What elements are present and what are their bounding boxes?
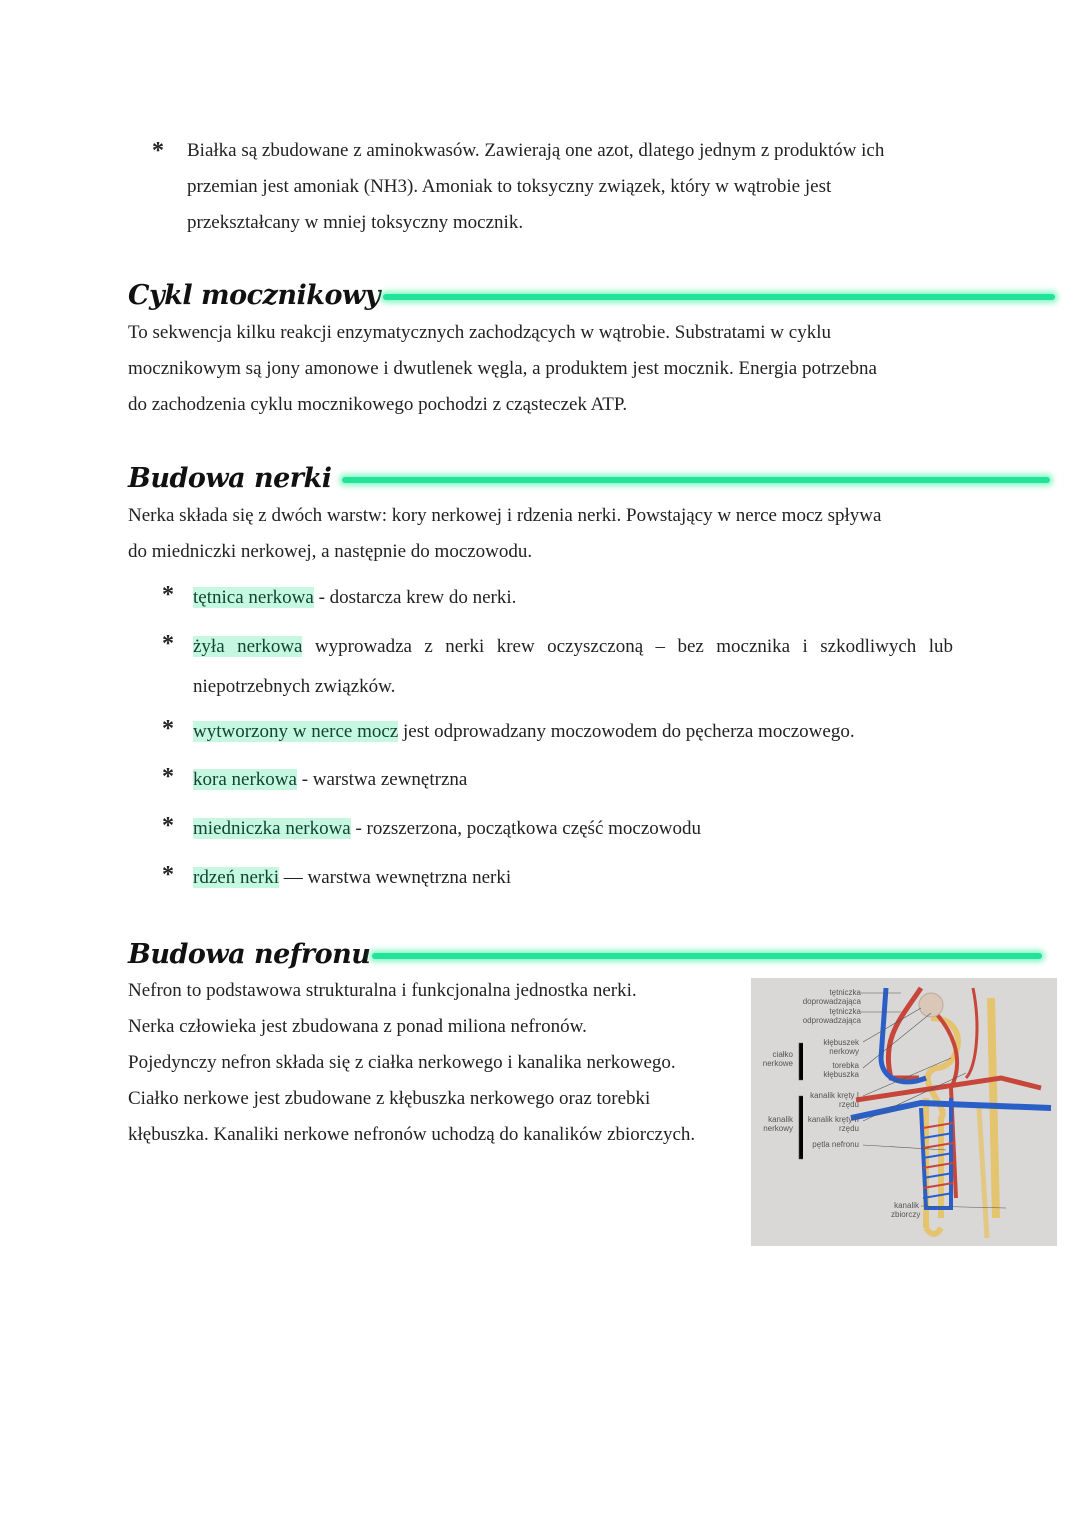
heading-nefron: Budowa nefronu [128,939,371,970]
label-cialko-nerkowe: ciałko nerkowe [762,1050,793,1068]
text-line: Pojedynczy nefron składa się z ciałka nerkowego i kanalika nerkowego. [128,1052,676,1073]
bullet-item [193,858,953,898]
nefron-paragraph [128,973,695,1153]
heading-underline [372,953,1042,959]
label-kanalik-zbiorczy: kanalik zbiorczy [891,1201,921,1219]
bullet-text: - rozszerzona, początkowa część moczowodu [350,818,702,839]
text-line: przekształcany w mniej toksyczny mocznik. [187,212,524,233]
text-line: przemian jest amoniak (NH3). Amoniak to toksyczny związek, który w wątrobie jest [187,176,832,197]
text-line: To sekwencja kilku reakcji enzymatycznych zachodzących w wątrobie. Substratami w cyklu [128,322,831,343]
text-line: Nefron to podstawowa strukturalna i funkcjonalna jednostka nerki. [128,980,637,1001]
bullet-text: jest odprowadzany moczowodem do pęcherza moczowego. [398,721,855,742]
text-line: do miedniczki nerkowej, a następnie do moczowodu. [128,541,533,562]
bullet-star: * [162,582,174,608]
bullet-star: * [162,716,174,742]
label-petla: pętla nefronu [812,1140,859,1149]
bullet-continuation: niepotrzebnych związków. [193,676,396,697]
bullet-item [193,712,953,752]
heading-underline [383,294,1055,300]
bullet-star: * [162,631,174,657]
highlighted-term: miedniczka nerkowa [193,818,351,839]
text-line: kłębuszka. Kanaliki nerkowe nefronów uchodzą do kanalików zbiorczych. [128,1124,696,1145]
bullet-text: - dostarcza krew do nerki. [313,587,517,608]
highlighted-term: kora nerkowa [193,769,297,790]
label-tetniczka-doprowadzajaca: tętniczka doprowadzająca [802,988,861,1006]
text-line: Ciałko nerkowe jest zbudowane z kłębuszka nerkowego oraz torebki [128,1088,651,1109]
nephron-diagram [751,978,1057,1246]
text-line: Nerka składa się z dwóch warstw: kory nerkowej i rdzenia nerki. Powstający w nerce mocz spływa [128,505,882,526]
bullet-item [193,627,953,667]
heading-nerka: Budowa nerki [128,463,332,494]
highlighted-term: żyła nerkowa [193,636,303,657]
label-torebka: torebka kłębuszka [823,1061,859,1079]
bullet-star: * [152,138,164,164]
label-kanalik-nerkowy: kanalik nerkowy [763,1115,793,1133]
bullet-star: * [162,764,174,790]
bullet-text: - warstwa zewnętrzna [296,769,468,790]
bullet-item [193,578,953,618]
label-klebuszek: kłębuszek nerkowy [823,1038,859,1056]
bullet-item [193,760,953,800]
heading-underline [342,477,1050,483]
heading-cykl: Cykl mocznikowy [128,280,380,311]
bullet-star: * [162,862,174,888]
text-line: Białka są zbudowane z aminokwasów. Zawierają one azot, dlatego jednym z produktów ich [187,140,885,161]
highlighted-term: wytworzony w nerce mocz [193,721,399,742]
label-kanalik-kr-2: kanalik kręty II rzędu [807,1115,859,1133]
text-line: mocznikowym są jony amonowe i dwutlenek węgla, a produktem jest mocznik. Energia potrzebna [128,358,877,379]
text-line: Nerka człowieka jest zbudowana z ponad miliona nefronów. [128,1016,587,1037]
bullet-item [193,809,953,849]
cykl-paragraph [128,315,877,423]
label-tetniczka-odprowadzajaca: tętniczka odprowadzająca [802,1007,861,1025]
intro-paragraph [187,133,884,241]
label-kanalik-kr-1: kanalik kręty I rzędu [810,1091,859,1109]
bullet-star: * [162,813,174,839]
text-line: do zachodzenia cyklu mocznikowego pochodzi z cząsteczek ATP. [128,394,628,415]
highlighted-term: rdzeń nerki [193,867,279,888]
bullet-text: wyprowadza z nerki krew oczyszczoną – bez mocznika i szkodliwych lub [302,636,953,657]
bullet-text: — warstwa wewnętrzna nerki [278,867,512,888]
highlighted-term: tętnica nerkowa [193,587,314,608]
nerka-paragraph [128,498,881,570]
